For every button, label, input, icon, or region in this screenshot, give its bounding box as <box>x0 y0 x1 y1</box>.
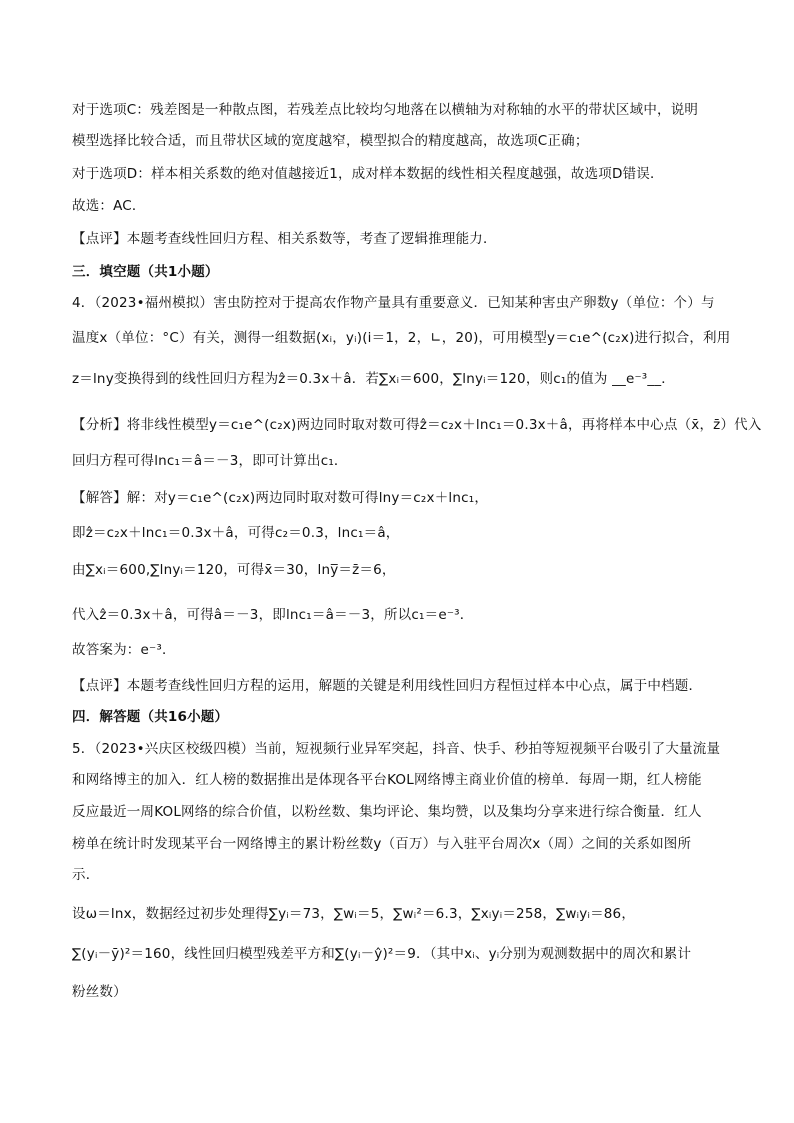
question-text: z＝lny变换得到的线性回归方程为ẑ＝0.3x＋â．若∑xᵢ＝600，∑lnyᵢ＝120，则c₁的值为 __e⁻³__． <box>72 371 676 387</box>
comment-line: 【点评】本题考查线性回归方程、相关系数等，考查了逻辑推理能力． <box>72 231 497 247</box>
question-text: 温度x（单位：°C）有关，测得一组数据(xᵢ，yᵢ)(i＝1，2，∟，20)，可用模型y＝c₁e^(c₂x)进行拟合，利用 <box>72 330 731 346</box>
question-text: 5．（2023•兴庆区校级四模）当前，短视频行业异军突起，抖音、快手、秒拍等短视频平台吸引了大量流量 <box>72 741 721 757</box>
text-line: 对于选项C：残差图是一种散点图，若残差点比较均匀地落在以横轴为对称轴的水平的带状区域中，说明 <box>72 102 699 118</box>
question-text: 和网络博主的加入．红人榜的数据推出是体现各平台KOL网络博主商业价值的榜单．每周一期，红人榜能 <box>72 772 702 788</box>
section-heading: 四．解答题（共16小题） <box>72 709 229 725</box>
question-text: 榜单在统计时发现某平台一网络博主的累计粉丝数y（百万）与入驻平台周次x（周）之间的关系如图所 <box>72 836 692 852</box>
question-text: 反应最近一周KOL网络的综合价值，以粉丝数、集均评论、集均赞，以及集均分享来进行综合衡量．红人 <box>72 804 702 820</box>
solution-text: 即ẑ＝c₂x＋lnc₁＝0.3x＋â，可得c₂＝0.3，lnc₁＝â， <box>72 525 400 541</box>
solution-text: 【解答】解：对y＝c₁e^(c₂x)两边同时取对数可得lny＝c₂x＋lnc₁， <box>72 490 489 506</box>
document-page <box>72 0 762 1123</box>
question-text: 设ω＝lnx，数据经过初步处理得∑yᵢ＝73，∑wᵢ＝5，∑wᵢ²＝6.3，∑xᵢyᵢ＝258，∑wᵢyᵢ＝86， <box>72 906 636 922</box>
question-text: 4．（2023•福州模拟）害虫防控对于提高农作物产量具有重要意义．已知某种害虫产卵数y（单位：个）与 <box>72 295 715 311</box>
question-text: 粉丝数） <box>72 984 127 1000</box>
question-text: ∑(yᵢ－ȳ)²＝160，线性回归模型残差平方和∑(yᵢ－ŷ)²＝9．（其中xᵢ、yᵢ分别为观测数据中的周次和累计 <box>72 946 692 962</box>
text-line: 故选：AC． <box>72 198 146 214</box>
analysis-text: 回归方程可得lnc₁＝â＝－3，即可计算出c₁． <box>72 453 348 469</box>
solution-text: 代入ẑ＝0.3x＋â，可得â＝－3，即lnc₁＝â＝－3，所以c₁＝e⁻³． <box>72 607 474 623</box>
section-heading: 三．填空题（共1小题） <box>72 264 219 280</box>
comment-line: 【点评】本题考查线性回归方程的运用，解题的关键是利用线性回归方程恒过样本中心点，属于中档题． <box>72 678 703 694</box>
text-line: 模型选择比较合适，而且带状区域的宽度越窄，模型拟合的精度越高，故选项C正确； <box>72 133 589 149</box>
solution-text: 由∑xᵢ＝600,∑lnyᵢ＝120，可得x̄＝30，lny̅＝z̄＝6， <box>72 562 396 578</box>
analysis-text: 【分析】将非线性模型y＝c₁e^(c₂x)两边同时取对数可得ẑ＝c₂x＋lnc₁＝0.3x＋â，再将样本中心点（x̄，z̄）代入 <box>72 417 762 433</box>
text-line: 对于选项D：样本相关系数的绝对值越接近1，成对样本数据的线性相关程度越强，故选项D错误． <box>72 166 664 182</box>
question-text: 示． <box>72 867 100 883</box>
answer-text: 故答案为：e⁻³． <box>72 642 176 658</box>
